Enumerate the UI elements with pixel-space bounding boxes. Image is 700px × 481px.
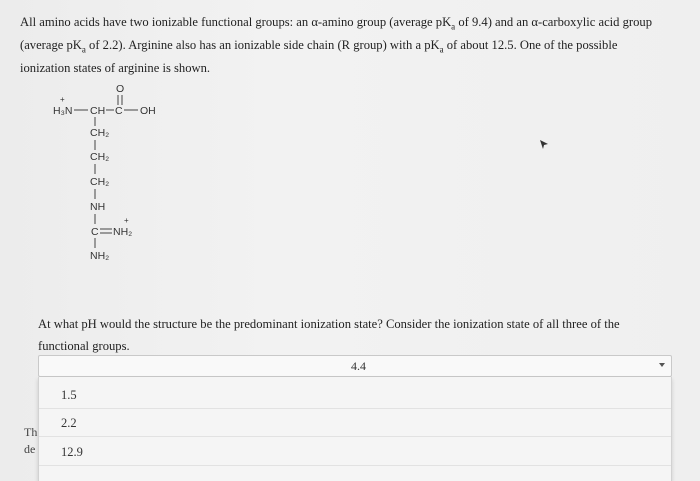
carboxyl-carbon-label: C xyxy=(115,105,123,117)
side-chain-ch2-1: CH₂ xyxy=(90,127,110,139)
mouse-cursor-icon xyxy=(540,137,550,155)
option-label: 2.2 xyxy=(61,416,77,430)
side-chain-ch2-3: CH₂ xyxy=(90,176,110,188)
option-label: 1.5 xyxy=(61,388,77,402)
arginine-structure xyxy=(40,74,200,274)
guanidino-nh2-plus: NH₂ xyxy=(113,226,133,238)
oxygen-label: O xyxy=(116,83,125,95)
guanidino-nh2: NH₂ xyxy=(90,250,110,262)
obscured-text-1: Th xyxy=(24,425,38,439)
hydroxyl-label: OH xyxy=(140,105,156,117)
arginine-structure-drawing xyxy=(40,74,200,274)
option-label: 12.9 xyxy=(61,445,83,459)
question-line-2: functional groups. xyxy=(38,339,130,353)
obscured-text-2: de xyxy=(24,442,36,456)
option-item[interactable] xyxy=(39,410,671,437)
selected-value: 4.4 xyxy=(351,359,366,373)
intro-line-2: (average $pK_a$ of 2.2). Arginine also has an ionizable side chain (R group) with a $pK_a$ of about 12.5. One of the possible xyxy=(20,38,618,55)
option-item[interactable] xyxy=(39,382,671,409)
question-text xyxy=(38,313,658,357)
intro-paragraph xyxy=(20,13,685,78)
side-chain-ch2-2: CH₂ xyxy=(90,151,110,163)
answer-options-list xyxy=(38,377,672,481)
question-line-1: At what pH would the structure be the predominant ionization state? Consider the ionization state of all three of the xyxy=(38,317,620,331)
amino-label: H₃N xyxy=(53,105,73,117)
option-item[interactable] xyxy=(39,439,671,466)
side-chain-nh: NH xyxy=(90,201,106,213)
intro-line-1: All amino acids have two ionizable functional groups: an α-amino group (average $pK_a$ of 9.4) and an α-carboxylic acid group xyxy=(20,15,653,32)
intro-line-3: ionization states of arginine is shown. xyxy=(20,61,211,76)
guanidino-carbon: C xyxy=(91,226,99,238)
amino-charge: + xyxy=(60,95,65,104)
alpha-carbon-label: CH xyxy=(90,105,106,117)
answer-select[interactable] xyxy=(38,355,672,377)
guanidino-charge: + xyxy=(124,216,129,225)
chevron-down-icon[interactable] xyxy=(659,363,665,367)
